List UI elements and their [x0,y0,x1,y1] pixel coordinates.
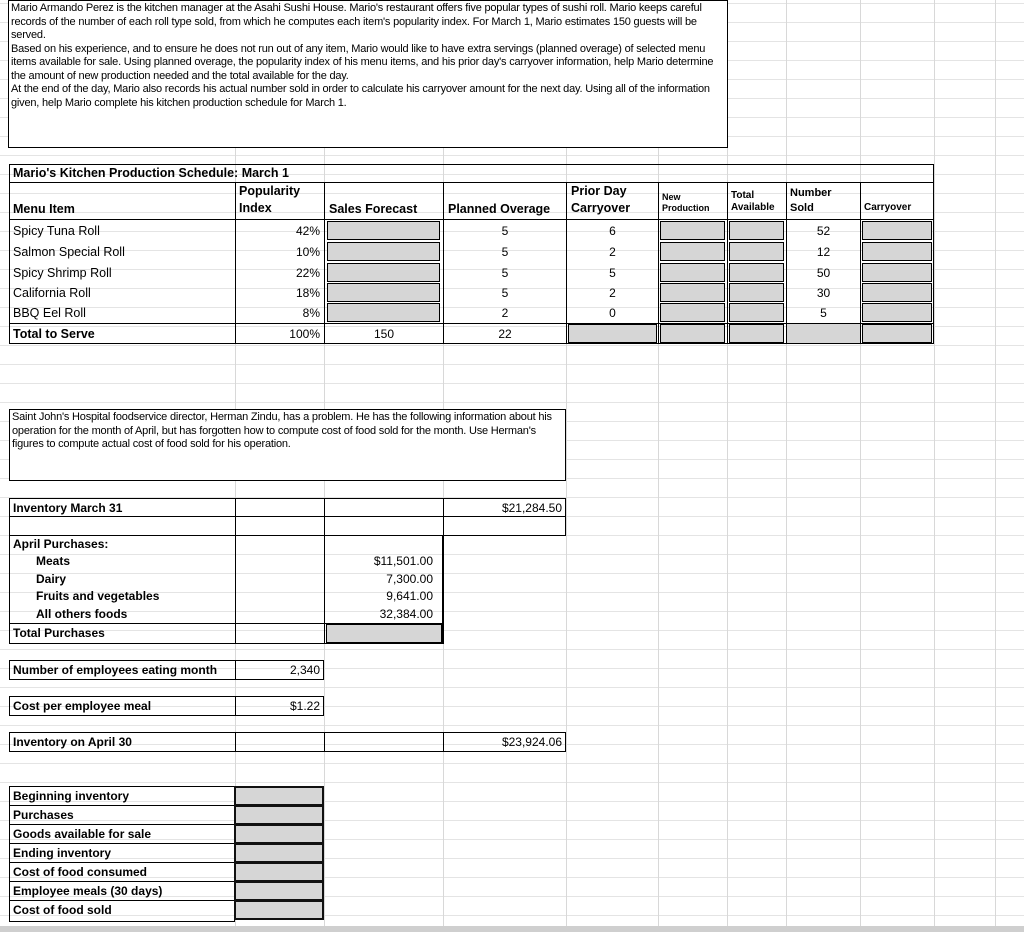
header-total-2: Available [731,202,775,213]
summary-input-cost-sold[interactable] [234,900,324,920]
purchase-fruits-value: 9,641.00 [386,589,433,603]
hospital-intro-textbox [9,409,566,481]
total-sold-cell [787,324,860,343]
row-overage-4: 5 [501,286,509,300]
row-item-5: BBQ Eel Roll [13,306,86,320]
total-overage: 22 [498,327,512,341]
row-prior-2: 2 [609,245,616,259]
total-forecast: 150 [373,327,395,341]
total-available-cell-1[interactable] [729,221,784,240]
inventory-march-label: Inventory March 31 [13,501,123,515]
summary-input-beginning[interactable] [234,786,324,806]
inventory-april-label: Inventory on April 30 [13,735,132,749]
header-total-1: Total [731,190,755,201]
row-prior-1: 6 [609,224,616,238]
summary-employee-meals: Employee meals (30 days) [13,884,163,898]
intro-textbox [8,0,728,148]
inventory-march-value: $21,284.50 [501,501,562,515]
total-popularity: 100% [289,327,320,341]
row-popularity-4: 18% [295,286,320,300]
row-sold-1: 52 [816,224,831,238]
total-prior-cell[interactable] [568,324,657,343]
row-item-2: Salmon Special Roll [13,245,125,259]
row-overage-1: 5 [501,224,509,238]
purchase-others-label: All others foods [36,607,128,621]
header-menu-item: Menu Item [13,202,75,216]
forecast-cell-3[interactable] [327,263,440,282]
summary-input-cost-consumed[interactable] [234,862,324,882]
total-available-cell-2[interactable] [729,242,784,261]
row-popularity-1: 42% [295,224,320,238]
summary-cost-consumed: Cost of food consumed [13,865,147,879]
summary-ending-inventory: Ending inventory [13,846,112,860]
total-available-cell[interactable] [729,324,784,343]
carryover-cell-5[interactable] [862,303,932,322]
summary-input-ending[interactable] [234,843,324,863]
header-popularity-1: Popularity [239,184,301,198]
intro-paragraph-3: At the end of the day, Mario also records his actual number sold in order to calculate his carryover amount for the next day. Using all of the information given, help Mario complete his kitchen production schedule for March 1. [11,83,710,109]
purchase-dairy-value: 7,300.00 [386,572,433,586]
purchases-label: April Purchases: [13,537,109,551]
summary-beginning-inventory: Beginning inventory [13,789,130,803]
row-overage-2: 5 [501,245,509,259]
carryover-cell-3[interactable] [862,263,932,282]
header-sold-1: Number [790,187,832,199]
header-planned-overage: Planned Overage [448,202,551,216]
total-available-cell-5[interactable] [729,303,784,322]
total-purchases-label: Total Purchases [13,626,105,640]
forecast-cell-4[interactable] [327,283,440,302]
header-sales-forecast: Sales Forecast [329,202,418,216]
total-label: Total to Serve [13,327,95,341]
purchase-meats-label: Meats [36,554,71,568]
header-prior-1: Prior Day [571,184,627,198]
summary-input-purchases[interactable] [234,805,324,825]
cost-meal-value: $1.22 [289,699,320,713]
row-overage-5: 2 [501,306,509,320]
header-prior-2: Carryover [571,201,631,215]
row-prior-3: 5 [609,266,616,280]
purchase-dairy-label: Dairy [36,572,67,586]
row-prior-5: 0 [609,306,616,320]
carryover-cell-2[interactable] [862,242,932,261]
new-production-cell-4[interactable] [660,283,725,302]
row-sold-5: 5 [820,306,827,320]
forecast-cell-1[interactable] [327,221,440,240]
row-item-3: Spicy Shrimp Roll [13,266,112,280]
carryover-cell-4[interactable] [862,283,932,302]
purchase-fruits-label: Fruits and vegetables [36,589,160,603]
forecast-cell-2[interactable] [327,242,440,261]
total-purchases-cell[interactable] [326,624,442,643]
employees-label: Number of employees eating month [13,663,218,677]
row-prior-4: 2 [609,286,616,300]
summary-goods-available: Goods available for sale [13,827,152,841]
horizontal-scrollbar[interactable] [0,926,1024,932]
intro-paragraph-2: Based on his experience, and to ensure he does not run out of any item, Mario would like to have extra servings (planned overage) of selected menu items available for sale. Using planned overage, the popularity index of his menu items, and his prior day's carryover information, help Mario determine the amount of new production needed and the total available for the day. [11,42,714,82]
forecast-cell-5[interactable] [327,303,440,322]
summary-input-employee-meals[interactable] [234,881,324,901]
total-carryover-cell[interactable] [862,324,932,343]
header-new-2: Production [662,203,710,213]
total-available-cell-4[interactable] [729,283,784,302]
row-sold-4: 30 [816,286,831,300]
schedule-title: Mario's Kitchen Production Schedule: March 1 [13,166,289,180]
new-production-cell-2[interactable] [660,242,725,261]
row-item-1: Spicy Tuna Roll [13,224,100,238]
new-production-cell-1[interactable] [660,221,725,240]
total-available-cell-3[interactable] [729,263,784,282]
summary-input-goods-available[interactable] [234,824,324,844]
row-popularity-3: 22% [295,266,320,280]
header-popularity-2: Index [239,201,272,215]
header-new-1: New [662,192,681,202]
header-sold-2: Sold [790,202,814,214]
row-popularity-5: 8% [302,306,320,320]
new-production-cell-5[interactable] [660,303,725,322]
new-production-cell-3[interactable] [660,263,725,282]
summary-purchases: Purchases [13,808,74,822]
inventory-april-value: $23,924.06 [501,735,562,749]
hospital-intro-text: Saint John's Hospital foodservice director, Herman Zindu, has a problem. He has the following information about his operation for the month of April, but has forgotten how to compute cost of food sold for the month. Use Herman's figures to compute actual cost of food sold for his operation. [12,411,552,450]
employees-value: 2,340 [289,663,320,677]
purchase-others-value: 32,384.00 [379,607,433,621]
total-new-production-cell[interactable] [660,324,725,343]
carryover-cell-1[interactable] [862,221,932,240]
cost-meal-label: Cost per employee meal [13,699,152,713]
purchase-meats-value: $11,501.00 [373,554,433,568]
row-overage-3: 5 [501,266,509,280]
row-item-4: California Roll [13,286,91,300]
intro-paragraph-1: Mario Armando Perez is the kitchen manager at the Asahi Sushi House. Mario's restaurant offers five popular types of sushi roll. Mario keeps careful records of the number of each roll type sold, from which he computes each item's popularity index. For March 1, Mario estimates 150 guests will be served. [11,2,702,41]
header-carryover: Carryover [864,202,912,213]
row-sold-3: 50 [816,266,831,280]
row-popularity-2: 10% [295,245,320,259]
summary-cost-sold: Cost of food sold [13,903,112,917]
row-sold-2: 12 [816,245,831,259]
